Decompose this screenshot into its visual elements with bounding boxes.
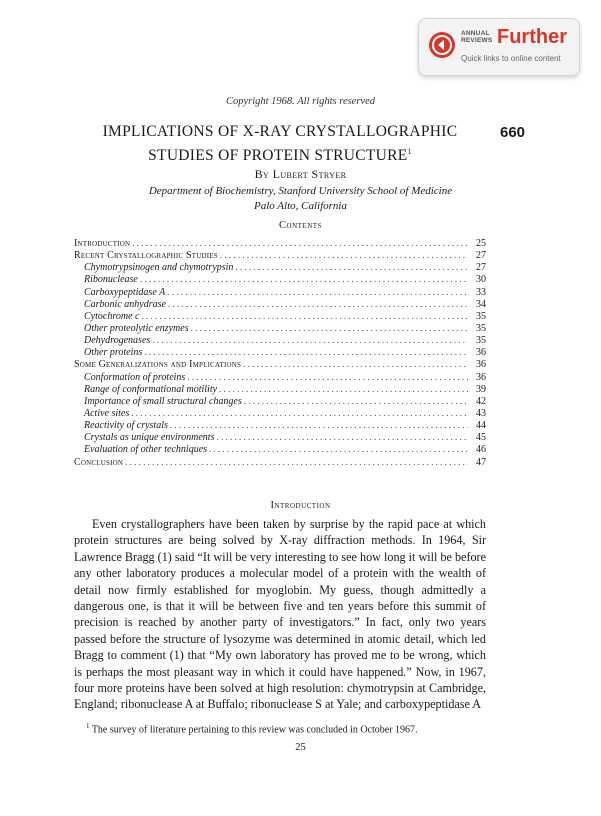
toc-leader-dots	[144, 346, 468, 358]
toc-entry	[74, 273, 486, 285]
toc-entry	[74, 322, 486, 334]
toc-entry-page: 43	[476, 407, 486, 419]
toc-leader-dots	[170, 419, 468, 431]
badge-subtitle: Quick links to online content	[461, 54, 561, 63]
toc-entry-label: Cytochrome c	[84, 310, 140, 322]
toc-leader-dots	[131, 407, 468, 419]
toc-entry-page: 36	[476, 347, 486, 359]
toc-entry-label: Carbonic anhydrase	[84, 298, 166, 310]
page-code: 660	[500, 124, 526, 141]
toc-entry	[74, 261, 486, 273]
toc-leader-dots	[220, 249, 468, 261]
toc-entry	[74, 298, 486, 310]
toc-entry-label: Recent Crystallographic Studies	[74, 250, 218, 262]
badge-annual-reviews-label	[461, 30, 497, 44]
footnote-mark: 1	[86, 722, 90, 730]
toc-entry-label: Carboxypeptidase A	[84, 286, 166, 298]
toc-leader-dots	[168, 298, 468, 310]
affiliation-line-2: Palo Alto, California	[253, 200, 347, 212]
annual-reviews-further-badge[interactable]	[418, 18, 580, 76]
toc-entry	[74, 310, 486, 322]
toc-entry-label: Other proteins	[84, 347, 143, 359]
title-line-2	[80, 142, 480, 166]
toc-entry	[74, 419, 486, 431]
toc-entry-page: 44	[476, 420, 486, 432]
footnote	[74, 722, 486, 735]
table-of-contents	[74, 237, 486, 468]
toc-entry-label: Crystals as unique environments	[84, 432, 215, 444]
toc-entry-page: 30	[476, 274, 486, 286]
toc-entry-label: Chymotrypsinogen and chymotrypsin	[84, 262, 234, 274]
toc-entry-page: 39	[476, 383, 486, 395]
toc-entry-label: Importance of small structural changes	[84, 395, 242, 407]
toc-entry-page: 36	[476, 359, 486, 371]
contents-heading: Contents	[279, 220, 322, 231]
toc-entry-page: 46	[476, 444, 486, 456]
toc-leader-dots	[216, 431, 468, 443]
title-footnote-mark: 1	[407, 147, 412, 156]
toc-entry-page: 47	[476, 456, 486, 468]
toc-entry	[74, 407, 486, 419]
toc-entry-page: 35	[476, 335, 486, 347]
toc-entry	[74, 237, 486, 249]
toc-leader-dots	[167, 286, 468, 298]
affiliation-line-1: Department of Biochemistry, Stanford University School of Medicine	[148, 185, 453, 197]
footnote-text: The survey of literature pertaining to this review was concluded in October 1967.	[91, 724, 418, 736]
toc-leader-dots	[187, 371, 468, 383]
toc-entry-label: Active sites	[84, 407, 130, 419]
toc-entry	[74, 249, 486, 261]
toc-entry-label: Conclusion	[74, 456, 124, 468]
author-line: By Lubert Stryer	[254, 167, 347, 181]
toc-entry-page: 27	[476, 250, 486, 262]
toc-leader-dots	[140, 273, 468, 285]
toc-entry	[74, 286, 486, 298]
toc-entry-label: Some Generalizations and Implications	[74, 359, 242, 371]
badge-reviews-line: REVIEWS	[461, 37, 493, 44]
page-number: 25	[295, 742, 306, 753]
article-title	[80, 122, 480, 166]
toc-leader-dots	[244, 395, 468, 407]
toc-leader-dots	[209, 443, 468, 455]
toc-entry-page: 45	[476, 432, 486, 444]
toc-entry-page: 25	[476, 238, 486, 249]
toc-leader-dots	[141, 310, 468, 322]
toc-entry	[74, 334, 486, 346]
toc-leader-dots	[219, 383, 468, 395]
toc-leader-dots	[235, 261, 468, 273]
toc-entry-page: 35	[476, 322, 486, 334]
section-heading-introduction: Introduction	[270, 500, 331, 511]
toc-entry-page: 33	[476, 286, 486, 298]
copyright-notice: Copyright 1968. All rights reserved	[225, 96, 376, 107]
toc-entry-label: Introduction	[74, 238, 131, 249]
toc-leader-dots	[191, 322, 468, 334]
toc-entry-page: 34	[476, 298, 486, 310]
title-line-2-text: STUDIES OF PROTEIN STRUCTURE	[148, 147, 408, 165]
toc-entry-label: Dehydrogenases	[84, 335, 151, 347]
toc-entry-label: Other proteolytic enzymes	[84, 322, 189, 334]
toc-entry	[74, 395, 486, 407]
toc-entry-label: Conformation of proteins	[84, 371, 186, 383]
toc-leader-dots	[243, 358, 468, 370]
toc-entry-page: 36	[476, 371, 486, 383]
toc-entry-label: Ribonuclease	[84, 274, 138, 286]
toc-entry-label: Evaluation of other techniques	[84, 444, 208, 456]
title-line-1: IMPLICATIONS OF X-RAY CRYSTALLOGRAPHIC	[102, 123, 458, 140]
toc-leader-dots	[132, 237, 468, 249]
toc-leader-dots	[125, 456, 468, 468]
toc-entry	[74, 358, 486, 370]
toc-entry	[74, 346, 486, 358]
toc-entry	[74, 456, 486, 468]
badge-further-label: Further	[497, 26, 567, 48]
introduction-paragraph: Even crystallographers have been taken by surprise by the rapid pace at which protein structures are being solved by X-ray diffraction methods. In 1964, Sir Lawrence Bragg (1) said “It will be very interesting to see how long it will be before any other laboratory produces a molecular model of a protein with the wealth of detail now firmly established for myoglobin. My guess, though admittedly a dangerous one, is that it will be between five and ten years before this summit of precision is reached by another party of investigators.” In fact, only two years passed before the structure of lysozyme was determined in atomic detail, which led Bragg to comment (1) that “My own laboratory has proved me to be wrong, which is perhaps the most pleasant way in which it could have happened.” Now, in 1967, four more proteins have been solved at high resolution: chymotrypsin at Cambridge, England; ribonuclease A at Buffalo; ribonuclease S at Yale; and carboxypeptidase A	[74, 517, 486, 712]
speaker-arrow-icon	[429, 32, 455, 58]
toc-entry	[74, 383, 486, 395]
toc-entry-page: 42	[476, 395, 486, 407]
toc-entry-page: 27	[476, 262, 486, 274]
toc-entry	[74, 431, 486, 443]
toc-entry-label: Range of conformational motility	[84, 383, 218, 395]
toc-entry-label: Reactivity of crystals	[84, 420, 168, 432]
toc-entry-page: 35	[476, 310, 486, 322]
affiliation	[0, 184, 601, 214]
badge-annual-line: ANNUAL	[461, 30, 490, 37]
toc-entry	[74, 443, 486, 455]
toc-entry	[74, 371, 486, 383]
toc-leader-dots	[152, 334, 468, 346]
